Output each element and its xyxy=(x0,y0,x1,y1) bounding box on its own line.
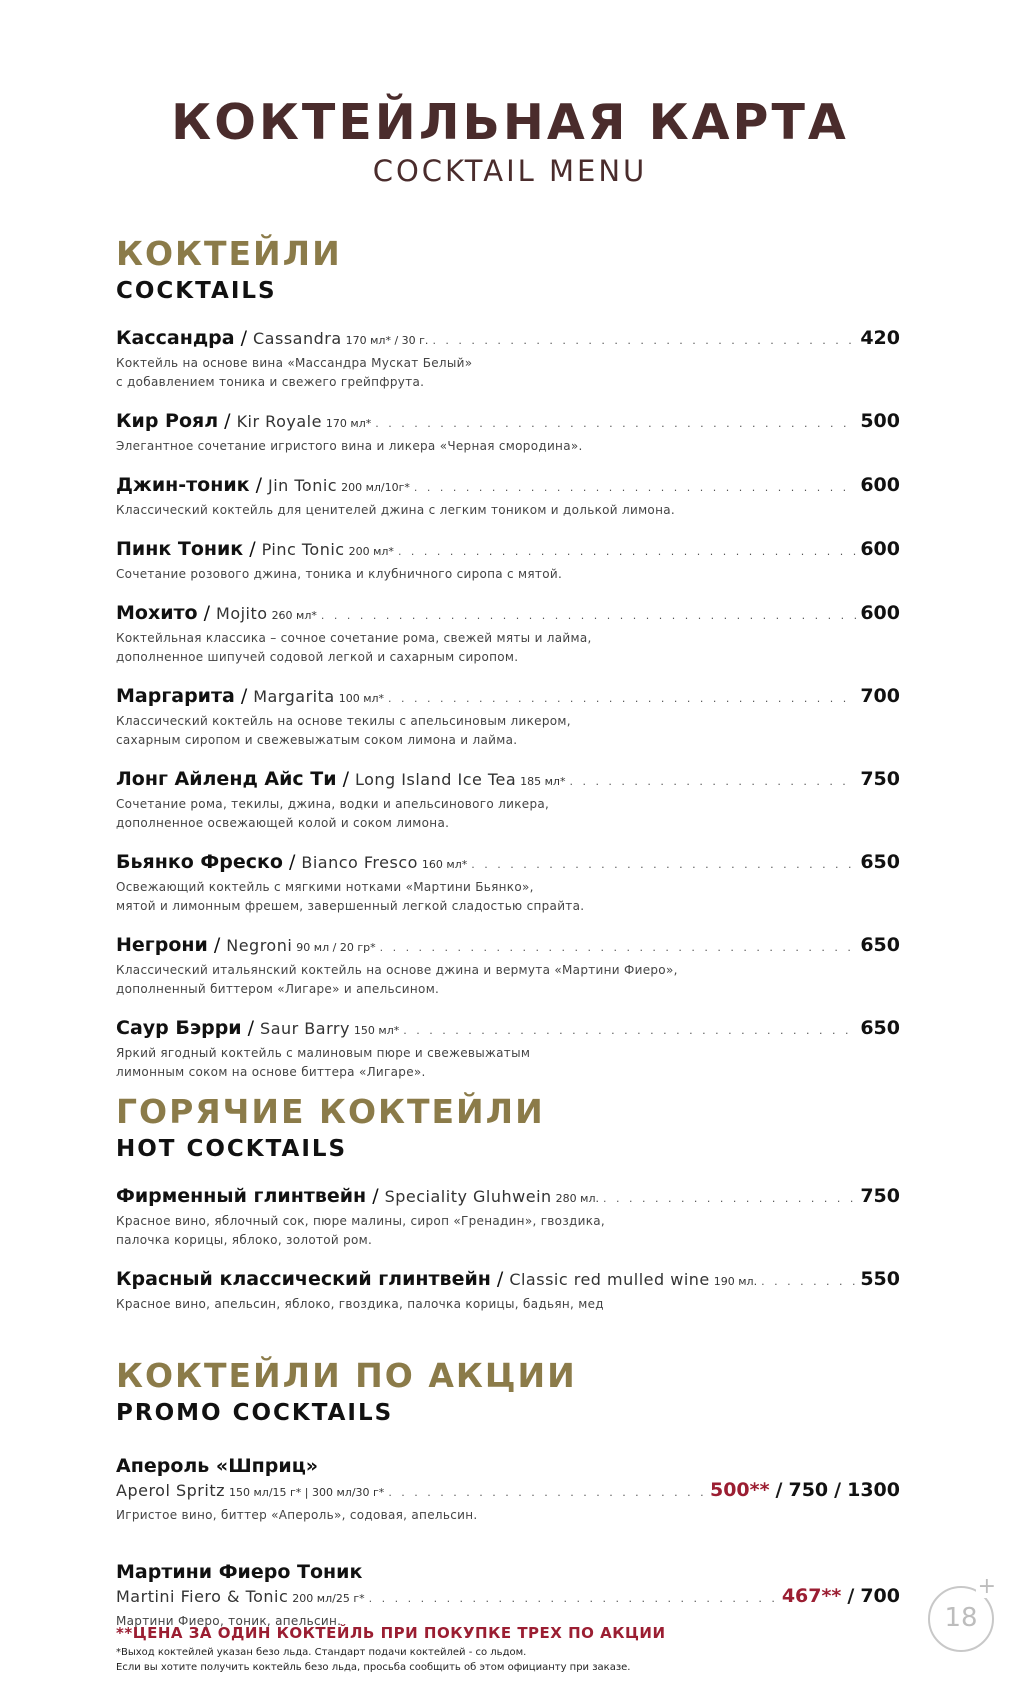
item-volume: 200 мл/10г* xyxy=(341,480,410,494)
item-name-en: Long Island Ice Tea xyxy=(354,769,517,789)
menu-item xyxy=(116,537,900,583)
item-price: 420 xyxy=(860,326,900,349)
item-description: Игристое вино, биттер «Апероль», содовая, апельсин. xyxy=(116,1507,478,1522)
section-title-ru: КОКТЕЙЛИ ПО АКЦИИ xyxy=(116,1356,577,1395)
item-price: 650 xyxy=(860,1016,900,1039)
menu-item xyxy=(116,684,900,749)
promo-item-name-line xyxy=(116,1454,900,1478)
promo-item-price-line xyxy=(116,1584,900,1611)
item-price: 750 xyxy=(860,1184,900,1207)
item-name-ru: Маргарита xyxy=(116,684,235,707)
item-description: дополненный биттером «Лигаре» и апельсином. xyxy=(116,981,440,996)
item-name-en: Negroni xyxy=(226,935,293,955)
dot-leader xyxy=(375,412,856,436)
item-price: 500 xyxy=(860,409,900,432)
item-description: Элегантное сочетание игристого вина и ликера «Черная смородина». xyxy=(116,438,583,453)
dot-leader xyxy=(603,1187,856,1211)
name-separator: / xyxy=(213,933,221,956)
item-name-ru: Джин-тоник xyxy=(116,473,250,496)
dot-leader xyxy=(471,853,856,877)
age-restriction-badge xyxy=(928,1574,996,1652)
item-price: 600 xyxy=(860,473,900,496)
item-description: дополненное освежающей колой и соком лимона. xyxy=(116,815,450,830)
dot-leader xyxy=(398,540,856,564)
item-description: Яркий ягодный коктейль с малиновым пюре и свежевыжатым xyxy=(116,1045,531,1060)
item-volume: 150 мл* xyxy=(353,1023,400,1037)
name-separator: / xyxy=(288,850,296,873)
item-description: Коктейль на основе вина «Массандра Мускат Белый» xyxy=(116,355,473,370)
promo-cocktail-list xyxy=(116,1454,900,1630)
ice-footnote-line2: Если вы хотите получить коктейль безо льда, просьба сообщить об этом официанту при заказе. xyxy=(116,1662,631,1673)
section-title-en: COCKTAILS xyxy=(116,278,277,305)
promo-price: 500** xyxy=(709,1478,770,1501)
dot-leader xyxy=(569,770,856,794)
ice-footnote-line1: *Выход коктейлей указан безо льда. Стандарт подачи коктейлей - со льдом. xyxy=(116,1647,527,1658)
item-price: 650 xyxy=(860,850,900,873)
item-name-ru: Мохито xyxy=(116,601,198,624)
promo-item-name-line xyxy=(116,1560,900,1584)
item-name-ru: Мартини Фиеро Тоник xyxy=(116,1560,363,1583)
item-price: 600 xyxy=(860,601,900,624)
dot-leader xyxy=(388,1481,706,1505)
age-badge-number: 18 xyxy=(944,1603,978,1633)
item-volume: 150 мл/15 г* | 300 мл/30 г* xyxy=(229,1485,385,1499)
menu-item-line xyxy=(116,601,900,628)
item-name-ru: Кир Роял xyxy=(116,409,219,432)
name-separator: / xyxy=(203,601,211,624)
item-price: 550 xyxy=(860,1267,900,1290)
age-badge-plus: + xyxy=(977,1574,996,1599)
item-name-ru: Саур Бэрри xyxy=(116,1016,242,1039)
page-title-en: COCKTAIL MENU xyxy=(372,153,648,188)
item-name-ru: Кассандра xyxy=(116,326,235,349)
menu-item-line xyxy=(116,767,900,794)
dot-leader xyxy=(380,936,857,960)
item-name-ru: Бьянко Фреско xyxy=(116,850,283,873)
item-volume: 160 мл* xyxy=(421,857,468,871)
promo-footnote: **ЦЕНА ЗА ОДИН КОКТЕЙЛЬ ПРИ ПОКУПКЕ ТРЕХ ПО АКЦИИ xyxy=(116,1624,666,1642)
price-separator: / xyxy=(834,1478,842,1501)
menu-item-line xyxy=(116,409,900,436)
cocktails-section xyxy=(116,236,900,1081)
item-name-en: Cassandra xyxy=(253,328,342,348)
menu-item xyxy=(116,1016,900,1081)
menu-item-line xyxy=(116,1184,900,1211)
item-description: Мартини Фиеро, тоник, апельсин. xyxy=(116,1613,342,1628)
item-volume: 260 мл* xyxy=(271,608,317,622)
promo-price: 467** xyxy=(781,1584,842,1607)
item-name-ru: Красный классический глинтвейн xyxy=(116,1267,491,1290)
section-title-en: PROMO COCKTAILS xyxy=(116,1400,394,1427)
item-description: лимонным соком на основе биттера «Лигаре». xyxy=(116,1064,426,1079)
item-name-en: Saur Barry xyxy=(260,1018,350,1038)
item-price: 600 xyxy=(860,537,900,560)
item-description: сахарным сиропом и свежевыжатым соком лимона и лайма. xyxy=(116,732,518,747)
menu-item-line xyxy=(116,1267,900,1294)
menu-item xyxy=(116,326,900,391)
price-separator: / xyxy=(775,1478,783,1501)
menu-item xyxy=(116,601,900,666)
promo-item xyxy=(116,1560,900,1630)
name-separator: / xyxy=(247,1016,255,1039)
menu-item-line xyxy=(116,684,900,711)
dot-leader xyxy=(761,1270,856,1294)
item-name-ru: Лонг Айленд Айс Ти xyxy=(116,767,337,790)
item-description: Красное вино, яблочный сок, пюре малины, сироп «Гренадин», гвоздика, xyxy=(116,1213,606,1228)
section-title-en: HOT COCKTAILS xyxy=(116,1136,348,1163)
item-name-en: Mojito xyxy=(216,603,268,623)
hot-cocktail-list xyxy=(116,1184,900,1313)
menu-item xyxy=(116,767,900,832)
name-separator: / xyxy=(496,1267,504,1290)
item-name-en: Speciality Gluhwein xyxy=(384,1186,552,1206)
menu-item-line xyxy=(116,850,900,877)
menu-item xyxy=(116,933,900,998)
item-description: дополненное шипучей содовой легкой и сахарным сиропом. xyxy=(116,649,519,664)
item-description: Классический итальянский коктейль на основе джина и вермута «Мартини Фиеро», xyxy=(116,962,678,977)
item-description: Сочетание рома, текилы, джина, водки и апельсинового ликера, xyxy=(116,796,550,811)
item-price: 700 xyxy=(860,684,900,707)
dot-leader xyxy=(432,329,856,353)
name-separator: / xyxy=(249,537,256,560)
name-separator: / xyxy=(342,767,349,790)
dot-leader xyxy=(414,476,856,500)
item-description: Сочетание розового джина, тоника и клубничного сиропа с мятой. xyxy=(116,566,563,581)
name-separator: / xyxy=(255,473,262,496)
dot-leader xyxy=(369,1587,778,1611)
item-name-en: Aperol Spritz xyxy=(116,1480,225,1500)
item-description: палочка корицы, яблоко, золотой ром. xyxy=(116,1232,373,1247)
item-price: 1300 xyxy=(847,1478,900,1501)
item-name-en: Kir Royale xyxy=(236,411,322,431)
name-separator: / xyxy=(224,409,231,432)
item-description: с добавлением тоника и свежего грейпфрута. xyxy=(116,374,425,389)
name-separator: / xyxy=(240,684,248,707)
item-volume: 170 мл* / 30 г. xyxy=(345,333,429,347)
hot-cocktails-section xyxy=(116,1094,900,1313)
item-description: Коктейльная классика – сочное сочетание рома, свежей мяты и лайма, xyxy=(116,630,592,645)
item-description: мятой и лимонным фрешем, завершенный легкой сладостью спрайта. xyxy=(116,898,585,913)
item-name-ru: Негрони xyxy=(116,933,208,956)
item-price: 750 xyxy=(788,1478,829,1501)
item-volume: 90 мл / 20 гр* xyxy=(296,940,376,954)
item-volume: 200 мл* xyxy=(348,544,394,558)
menu-item-line xyxy=(116,1016,900,1043)
name-separator: / xyxy=(240,326,247,349)
item-price: 650 xyxy=(860,933,900,956)
menu-item xyxy=(116,1267,900,1313)
item-description: Классический коктейль для ценителей джина с легким тоником и долькой лимона. xyxy=(116,502,675,517)
item-name-en: Classic red mulled wine xyxy=(509,1269,710,1289)
menu-item-line xyxy=(116,326,900,353)
dot-leader xyxy=(388,687,856,711)
item-price: 700 xyxy=(860,1584,900,1607)
item-description: Красное вино, апельсин, яблоко, гвоздика, палочка корицы, бадьян, мед xyxy=(116,1296,604,1311)
cocktail-list xyxy=(116,326,900,1081)
promo-item-price-line xyxy=(116,1478,900,1505)
item-volume: 100 мл* xyxy=(338,691,385,705)
item-volume: 200 мл/25 г* xyxy=(292,1591,365,1605)
menu-item-line xyxy=(116,537,900,564)
item-description: Освежающий коктейль с мягкими нотками «Мартини Бьянко», xyxy=(116,879,534,894)
item-description: Классический коктейль на основе текилы с апельсиновым ликером, xyxy=(116,713,571,728)
item-volume: 190 мл. xyxy=(713,1274,758,1288)
item-name-en: Martini Fiero & Tonic xyxy=(116,1586,289,1606)
menu-item xyxy=(116,473,900,519)
name-separator: / xyxy=(372,1184,379,1207)
dot-leader xyxy=(321,604,856,628)
footnotes xyxy=(116,1624,900,1675)
item-name-ru: Апероль «Шприц» xyxy=(116,1454,319,1477)
item-name-en: Bianco Fresco xyxy=(301,852,418,872)
item-name-ru: Фирменный глинтвейн xyxy=(116,1184,367,1207)
page-title-ru: КОКТЕЙЛЬНАЯ КАРТА xyxy=(171,94,849,151)
item-name-en: Pinc Tonic xyxy=(261,539,345,559)
section-title-ru: КОКТЕЙЛИ xyxy=(116,234,342,273)
item-name-ru: Пинк Тоник xyxy=(116,537,244,560)
item-volume: 185 мл* xyxy=(520,774,566,788)
promo-item xyxy=(116,1454,900,1524)
item-name-en: Jin Tonic xyxy=(267,475,338,495)
item-volume: 170 мл* xyxy=(325,416,372,430)
price-separator: / xyxy=(847,1584,855,1607)
item-volume: 280 мл. xyxy=(555,1191,599,1205)
menu-item-line xyxy=(116,473,900,500)
menu-item xyxy=(116,1184,900,1249)
section-title-ru: ГОРЯЧИЕ КОКТЕЙЛИ xyxy=(116,1092,545,1131)
item-name-en: Margarita xyxy=(253,686,335,706)
menu-header xyxy=(0,0,1020,188)
menu-item-line xyxy=(116,933,900,960)
menu-item xyxy=(116,850,900,915)
promo-cocktails-section xyxy=(116,1358,900,1630)
dot-leader xyxy=(403,1019,856,1043)
menu-item xyxy=(116,409,900,455)
item-price: 750 xyxy=(860,767,900,790)
